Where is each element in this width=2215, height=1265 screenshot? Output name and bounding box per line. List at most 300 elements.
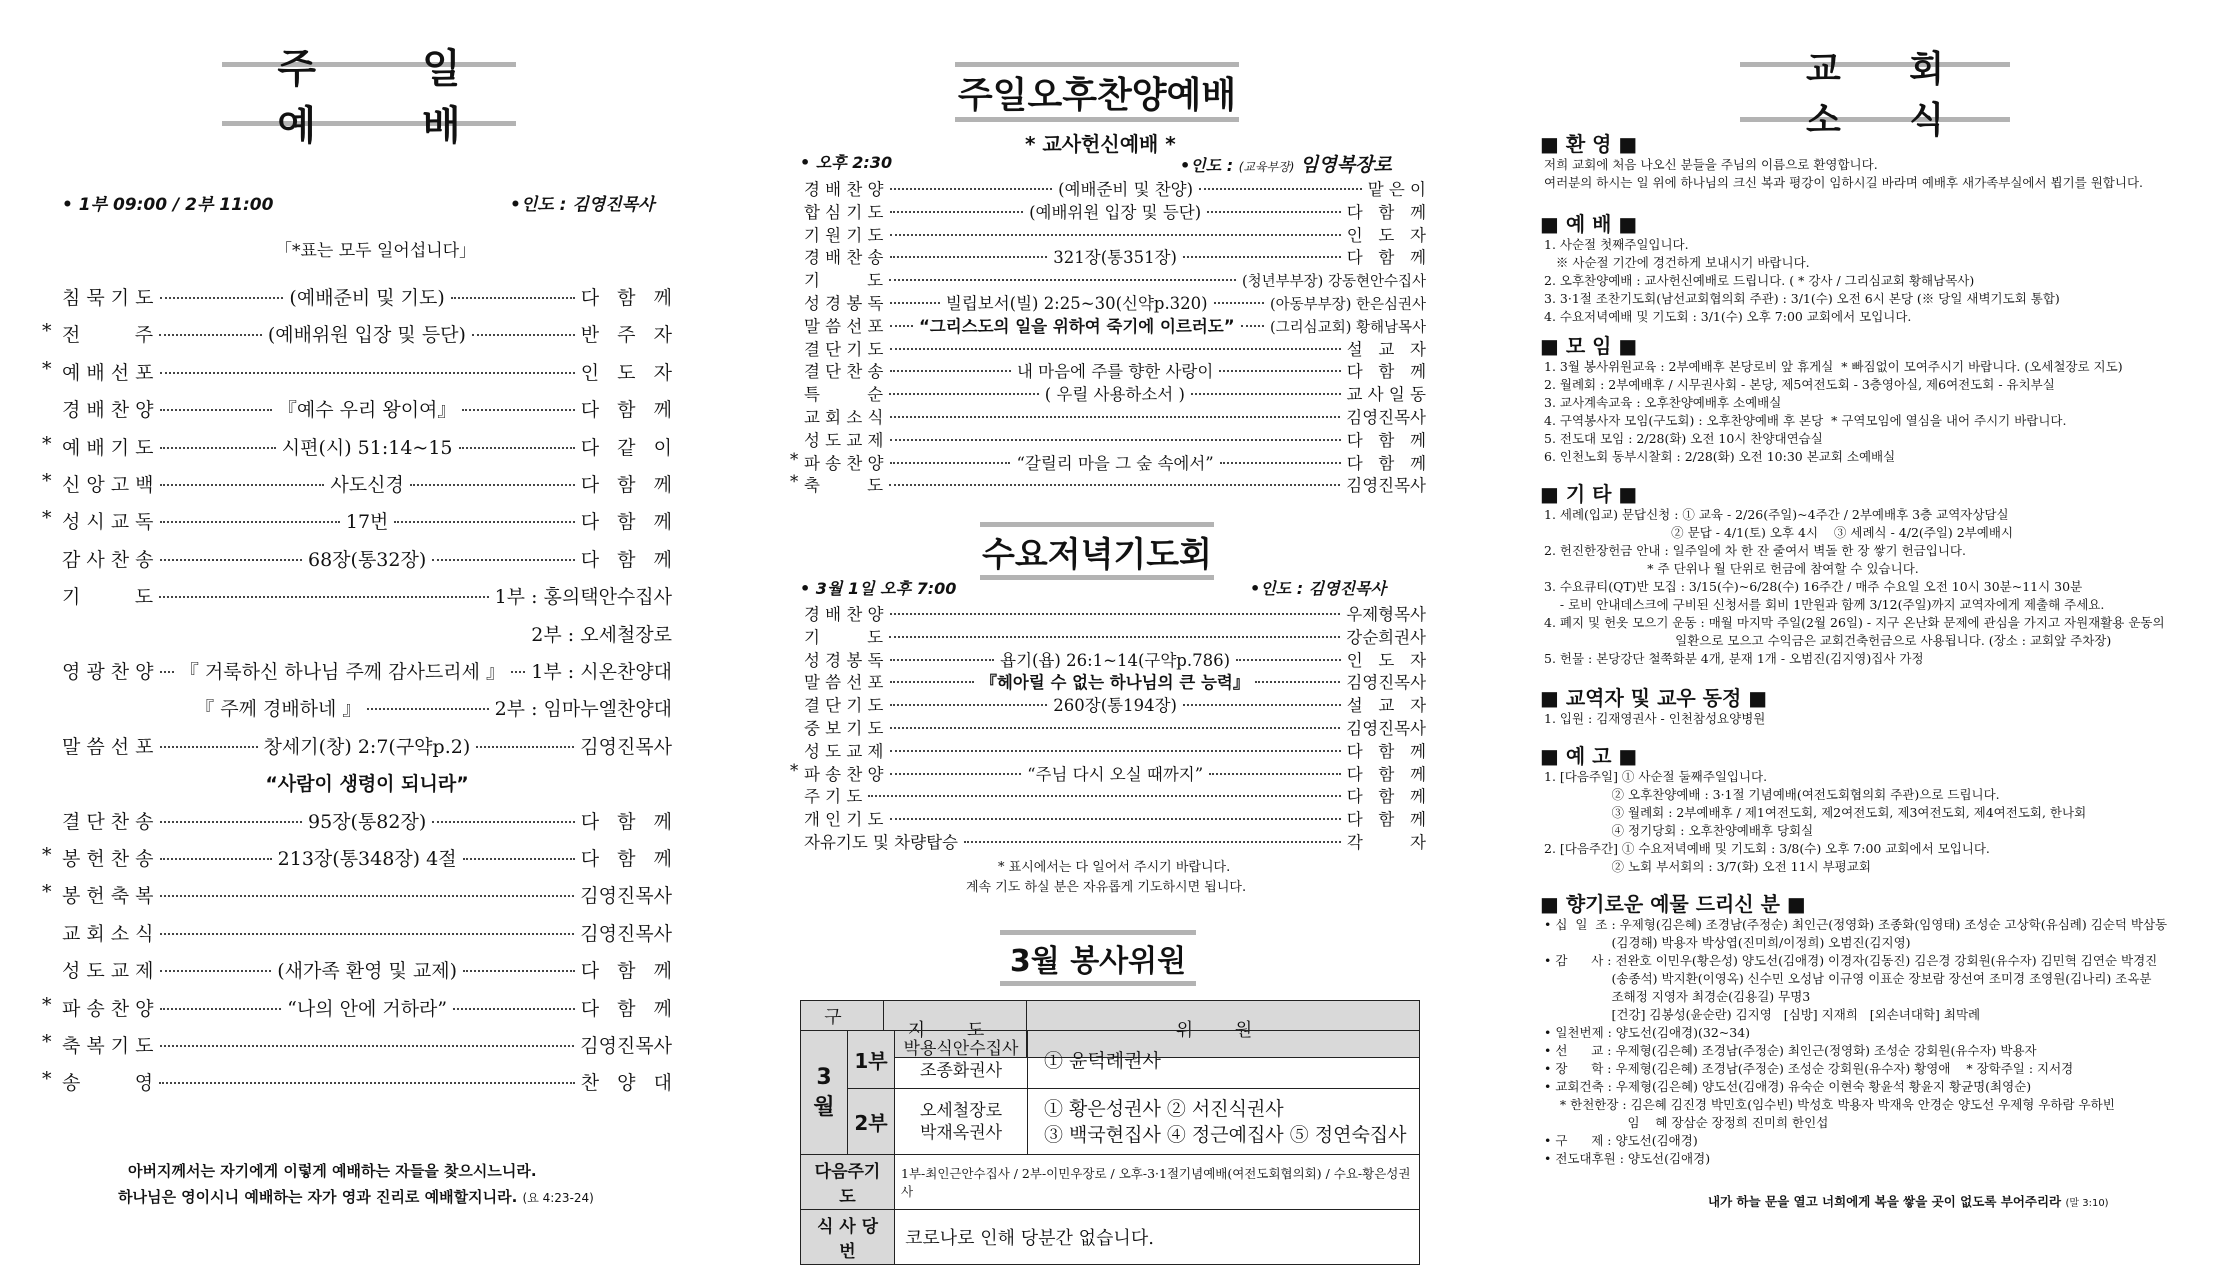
order-person: 김영진목사 (1346, 719, 1426, 738)
order-person: 김영진목사 (1346, 408, 1426, 427)
order-detail: 내 마음에 주를 향한 사랑이 (1016, 362, 1214, 382)
order-person: 다 함 께 (580, 474, 672, 496)
order-person: 설 교 자 (1346, 339, 1426, 359)
order-item (62, 507, 672, 534)
order-detail: ( 우릴 사용하소서 ) (1044, 385, 1185, 405)
order-person: 2부 : 임마누엘찬양대 (494, 698, 672, 721)
order-detail: (예배준비 및 기도) (289, 287, 445, 309)
order-detail: (새가족 환영 및 교제) (277, 960, 458, 983)
order-detail: (예배위원 입장 및 등단) (1029, 202, 1202, 222)
order-label: 예 배 선 포 (62, 361, 154, 384)
order-label: 봉 헌 축 복 (62, 885, 154, 908)
service-leader: •인도 : 김영진목사 (510, 195, 655, 215)
section-heading-s3: ■ 모 임 ■ (1540, 334, 1638, 358)
wednesday-prayer-title: 수요저녁기도회 (980, 522, 1214, 580)
order-item (804, 313, 1426, 337)
leader-dots (964, 841, 1341, 843)
leader-dots (889, 636, 1340, 638)
leader-dots (890, 818, 1341, 820)
leader-dots (1183, 704, 1341, 706)
verse-line-1: 아버지께서는 자기에게 이렇게 예배하는 자들을 찾으시느니라. (128, 1162, 537, 1180)
leader-dots (1220, 462, 1341, 464)
church-news-column (1540, 0, 2215, 1240)
order-detail: 시편(시) 51:14~15 (281, 436, 453, 459)
sunday-worship-column (0, 0, 720, 1240)
section-heading-s1: ■ 환 영 ■ (1540, 132, 1638, 156)
standing-note-2: * 표시에서는 다 일어서 주시기 바랍니다. (998, 860, 1231, 875)
leader-dots (890, 234, 1341, 236)
order-label: 특 순 (804, 385, 884, 405)
order-label: 파 송 찬 양 (62, 997, 154, 1020)
order-person: 다 함 께 (580, 287, 672, 309)
leader-dots (890, 462, 1011, 464)
order-label: 기 도 (804, 627, 884, 647)
news-line: [건강] 김봉성(윤순란) 김지영 [심방] 지재희 [외손녀대학] 최막례 (1544, 1007, 1981, 1022)
part2-leaders (895, 1089, 1028, 1155)
standing-mark: * (42, 432, 52, 455)
leader-dots (160, 671, 174, 673)
afternoon-worship-column (730, 0, 1450, 1262)
order-item (62, 956, 672, 983)
leader-dots (1199, 188, 1362, 190)
part2-members (1028, 1089, 1420, 1155)
order-label: 예 배 기 도 (62, 436, 154, 459)
leader-dots (889, 279, 1236, 281)
order-label: 결 단 기 도 (804, 696, 884, 716)
news-line: 6. 인천노회 동부시찰회 : 2/28(화) 오전 10:30 본교회 소예배실 (1544, 449, 1896, 464)
order-item (62, 769, 672, 796)
order-item (62, 283, 672, 310)
leader-dots (890, 211, 1024, 213)
news-line: 1. 3월 봉사위원교육 : 2부예배후 본당로비 앞 휴게실 * 빠짐없이 모여주시기 바랍니다. (오세철장로 지도) (1544, 359, 2123, 374)
march-volunteers-title: 3월 봉사위원 (1000, 930, 1196, 986)
leader-dots (472, 334, 575, 336)
leader-dots (890, 681, 975, 683)
order-label: 합 심 기 도 (804, 202, 884, 222)
order-item (804, 472, 1426, 496)
news-line: • 전도대후원 : 양도선(김애경) (1544, 1151, 1711, 1166)
news-line: 4. 구역봉사자 모임(구도회) : 오후찬양예배 후 본당 * 구역모임에 열심을 내어 주시기 바랍니다. (1544, 413, 2067, 428)
order-label: 성 도 교 제 (804, 741, 884, 761)
order-label: 자유기도 및 차량탑승 (804, 833, 958, 852)
leader-dots (890, 325, 913, 327)
news-line: 3. 수요큐티(QT)반 모집 : 3/15(수)~6/28(수) 16주간 / 매주 수요일 오전 10시 30분~11시 30분 (1544, 579, 2083, 594)
leader-dots (159, 334, 262, 336)
order-label: 전 주 (62, 324, 154, 347)
order-label: 송 영 (62, 1072, 154, 1095)
leader-dots (463, 858, 575, 860)
closing-verse-text: 내가 하늘 문을 열고 너희에게 복을 쌓을 곳이 없도록 부어주리라 (1708, 1194, 2062, 1209)
leader-dots (160, 484, 325, 486)
order-detail: “사람이 생령이 되니라” (265, 773, 469, 796)
news-line: • 감 사 : 전완호 이민우(황은성) 양도선(김애경) 이경자(김동진) 김은경 강회원(유수자) 김민혁 김연순 박경진 (1544, 953, 2158, 968)
order-person: 다 함 께 (580, 997, 672, 1020)
news-line: • 구 제 : 양도선(김애경) (1544, 1133, 1698, 1148)
order-person: 다 함 께 (1346, 787, 1426, 807)
order-person: 김영진목사 (580, 885, 672, 908)
news-line: 임 혜 장삼순 장정희 진미희 한인섭 (1544, 1115, 1829, 1130)
order-person: 1부 : 시온찬양대 (531, 661, 672, 683)
news-line: ② 문답 - 4/1(토) 오후 4시 ③ 세례식 - 4/2(주일) 2부예배시 (1544, 525, 2014, 540)
leader-dots (890, 256, 1048, 258)
order-label: 감 사 찬 송 (62, 548, 154, 571)
leader-dots (394, 521, 574, 523)
news-line: 일환으로 모으고 수익금은 교회건축헌금으로 사용됩니다. (장소 : 교회앞 주차장) (1544, 633, 2112, 648)
order-item (62, 881, 672, 908)
leader-dots (160, 409, 272, 411)
order-item (804, 601, 1426, 625)
order-label: 교 회 소 식 (804, 408, 884, 427)
order-label: 기 도 (62, 586, 154, 609)
standing-mark: * (42, 881, 52, 904)
order-person: 다 함 께 (1346, 764, 1427, 784)
order-person: 다 함 께 (580, 848, 673, 870)
part2-leader-2: 박재옥권사 (919, 1122, 1003, 1143)
leader-dots (889, 393, 1039, 395)
order-person: 인 도 자 (1346, 650, 1427, 670)
leader-dots (1236, 659, 1341, 661)
order-person: 맡 은 이 (1367, 180, 1426, 199)
leader-dots (432, 821, 574, 823)
part2-members-line1: ① 황은성권사 ② 서진식권사 (1044, 1097, 1284, 1120)
leader-dots (890, 704, 1048, 706)
order-item (804, 199, 1426, 223)
order-item (62, 470, 672, 497)
order-label: 경 배 찬 양 (62, 399, 154, 422)
leader-dots (459, 447, 575, 449)
order-detail: 17번 (345, 511, 389, 534)
order-person: 김영진목사 (1346, 476, 1426, 496)
order-label: 침 묵 기 도 (62, 287, 154, 309)
news-line: 저희 교회에 처음 나오신 분들을 주님의 이름으로 환영합니다. (1544, 157, 1878, 172)
leader-dots (159, 1082, 575, 1084)
order-item (62, 694, 672, 721)
leader-dots (890, 613, 1341, 615)
news-line: 4. 수요저녁예배 및 기도회 : 3/1(수) 오후 7:00 교회에서 모입니다. (1544, 309, 1912, 324)
leader-dots (160, 521, 340, 523)
col-leader: 지 도 (884, 1001, 1027, 1058)
next-prayer-label: 다음주기도 (801, 1155, 895, 1210)
leader-dots (890, 348, 1341, 350)
leader-dots (1214, 302, 1264, 304)
leader-dots (890, 302, 940, 304)
order-person: 김영진목사 (580, 735, 673, 758)
verse-line-2 (118, 1186, 594, 1207)
month-cell: 3월 (801, 1031, 848, 1155)
service-time: • 1부 09:00 / 2부 11:00 (62, 195, 274, 215)
closing-verse (1708, 1192, 2109, 1210)
order-person: 다 함 께 (580, 810, 673, 833)
order-label: 기 원 기 도 (804, 225, 884, 245)
part2-leader-1: 오세철장로 (919, 1100, 1003, 1121)
order-item (62, 1031, 672, 1058)
news-line: (김경해) 박용자 박상엽(진미희/이정희) 오범진(김지영) (1544, 935, 1911, 950)
order-item (62, 395, 672, 422)
news-line: ③ 월례회 : 2부예배후 / 제1여전도회, 제2여전도회, 제3여전도회, 제4여전도회, 한나회 (1544, 805, 2087, 820)
order-item (804, 358, 1426, 382)
order-item (804, 806, 1426, 830)
order-item (62, 545, 672, 572)
section-heading-s5: ■ 교역자 및 교우 동정 ■ (1540, 686, 1768, 710)
order-person: 다 함 께 (580, 960, 673, 983)
leader-prefix: •인도 : (1180, 156, 1234, 175)
order-person: 다 같 이 (580, 436, 673, 459)
order-item (62, 994, 672, 1021)
order-person: 설 교 자 (1346, 696, 1427, 716)
leader-dots (1191, 393, 1341, 395)
leader-dots (367, 708, 488, 710)
order-label: 축 도 (804, 476, 884, 496)
order-item (804, 715, 1426, 739)
leader-dots (1241, 325, 1264, 327)
order-item (804, 222, 1426, 246)
afternoon-worship-title: 주일오후찬양예배 (955, 62, 1239, 122)
order-detail: “나의 안에 거하라” (287, 997, 448, 1020)
order-label: 파 송 찬 양 (804, 764, 884, 784)
afternoon-time: • 오후 2:30 (800, 153, 893, 172)
order-item (804, 176, 1426, 200)
standing-mark: * (790, 449, 799, 469)
leader-dots (160, 821, 302, 823)
leader-dots (160, 933, 575, 935)
order-label: 성 도 교 제 (62, 960, 154, 983)
order-label: 성 경 봉 독 (804, 294, 884, 313)
leader-dots (890, 188, 1053, 190)
news-line: 1. [다음주일] ① 사순절 둘째주일입니다. (1544, 769, 1768, 784)
news-line: - 로비 안내데스크에 구비된 신청서를 회비 1만원과 함께 3/12(주일)까지 교역자에게 제출해 주세요. (1544, 597, 2105, 612)
order-person: 찬 양 대 (580, 1072, 672, 1095)
order-person: (청년부부장) 강동현안수집사 (1241, 274, 1426, 291)
standing-mark: * (42, 470, 52, 492)
church-news-title: 교 회 소 식 (1740, 62, 2010, 122)
order-item (804, 427, 1426, 451)
order-item (804, 450, 1426, 474)
order-person: (그리심교회) 황해남목사 (1270, 319, 1427, 336)
leader-dots (160, 746, 258, 748)
teacher-dedication-subtitle: * 교사헌신예배 * (1025, 132, 1176, 156)
leader-dots (890, 370, 1011, 372)
order-item (62, 919, 672, 946)
order-item (62, 433, 672, 460)
standing-mark: * (42, 507, 52, 530)
volunteers-table-body (800, 1030, 1420, 1265)
part2-members-line2: ③ 백국현집사 ④ 정근예집사 ⑤ 정연숙집사 (1044, 1123, 1407, 1146)
order-person: 김영진목사 (1346, 673, 1427, 693)
news-line: 1. 사순절 첫째주일입니다. (1544, 237, 1689, 252)
leader-dots (160, 559, 302, 561)
order-label: 경 배 찬 양 (804, 605, 884, 624)
order-person: (아동부부장) 한은심권사 (1270, 297, 1426, 313)
leader-dots (159, 596, 489, 598)
prayer-note: 계속 기도 하실 분은 자유롭게 기도하시면 됩니다. (966, 880, 1247, 895)
sunday-worship-title: 주 일 예 배 (222, 62, 516, 126)
order-detail: 욥기(욥) 26:1~14(구약p.786) (1000, 650, 1231, 670)
order-label: 성 경 봉 독 (804, 650, 884, 670)
leader-dots (1219, 370, 1340, 372)
order-label: 성 시 교 독 (62, 511, 154, 534)
leader-role: (교육부장) (1238, 160, 1295, 174)
leader-dots (890, 659, 995, 661)
leader-dots (890, 439, 1341, 441)
closing-verse-ref: (말 3:10) (2065, 1198, 2109, 1209)
order-person: 다 함 께 (1346, 248, 1427, 268)
order-item (804, 624, 1426, 648)
order-item (804, 647, 1426, 671)
leader-dots (160, 970, 272, 972)
order-person: 다 함 께 (1346, 810, 1426, 830)
leader-dots (1209, 773, 1341, 775)
leader-dots (890, 416, 1341, 418)
part1-leader-1: 박용식안수집사 (903, 1038, 1019, 1059)
order-detail: 95장(통82장) (308, 810, 427, 833)
leader-dots (1255, 681, 1340, 683)
news-line: 2. [다음주간] ① 수요저녁예배 및 기도회 : 3/8(수) 오후 7:00 교회에서 모입니다. (1544, 841, 1990, 856)
order-person: 김영진목사 (580, 922, 672, 945)
wednesday-leader: •인도 : 김영진목사 (1250, 579, 1386, 598)
order-item (62, 657, 672, 684)
leader-name: 임영복장로 (1300, 154, 1392, 176)
part1-leader-2: 조종화권사 (919, 1060, 1003, 1081)
leader-dots (160, 372, 575, 374)
order-person: 1부 : 홍의택안수집사 (494, 586, 672, 609)
order-detail: 321장(통351장) (1053, 248, 1177, 268)
order-item (804, 783, 1426, 807)
news-line: 3. 교사계속교육 : 오후찬양예배후 소예배실 (1544, 395, 1782, 410)
news-line: * 주 단위나 월 단위로 헌금에 참여할 수 있습니다. (1544, 561, 1919, 576)
news-line: 1. 세례(입교) 문답신청 : ① 교육 - 2/26(주일)~4주간 / 2부예배후 3층 교역자상담실 (1544, 507, 2009, 522)
next-prayer-value: 1부-최인근안수집사 / 2부-이민우장로 / 오후-3·1절기념예배(여전도회협의회) / 수요-황은성권사 (895, 1155, 1420, 1210)
news-line: ② 오후찬양예배 : 3·1절 기념예배(여전도회협의회 주관)으로 드립니다. (1544, 787, 2000, 802)
order-detail: 사도신경 (330, 474, 404, 496)
order-item (804, 829, 1426, 853)
news-line: • 선 교 : 우제형(김은혜) 조경남(주정순) 최인근(정영화) 조성순 강회원(유수자) 박용자 (1544, 1043, 2037, 1058)
order-person: 인 도 자 (580, 361, 672, 384)
leader-dots (160, 447, 276, 449)
order-item (804, 336, 1426, 360)
leader-dots (462, 409, 574, 411)
order-detail: “갈릴리 마을 그 숲 속에서” (1016, 453, 1214, 473)
order-label: 주 기 도 (804, 787, 863, 807)
order-detail: 『헤아릴 수 없는 하나님의 큰 능력』 (980, 673, 1250, 693)
order-label: 경 배 찬 양 (804, 180, 884, 199)
order-label: 봉 헌 찬 송 (62, 848, 154, 870)
part1-members: ① 윤덕례권사 (1028, 1031, 1420, 1089)
order-person: 우제형목사 (1346, 605, 1426, 624)
news-line: • 일천번제 : 양도선(김애경)(32~34) (1544, 1025, 1751, 1040)
order-item (62, 807, 672, 834)
order-item (62, 844, 672, 871)
order-person: 교 사 일 동 (1346, 385, 1426, 405)
order-person: 인 도 자 (1346, 225, 1426, 245)
order-detail: (예배위원 입장 및 등단) (267, 324, 466, 347)
standing-mark: * (42, 320, 52, 343)
standing-mark: * (42, 1031, 52, 1053)
section-heading-s6: ■ 예 고 ■ (1540, 744, 1638, 768)
standing-mark: * (42, 844, 52, 866)
order-detail: 260장(통194장) (1053, 696, 1177, 716)
order-item (804, 381, 1426, 405)
order-person: 김영진목사 (580, 1035, 672, 1057)
order-person: 다 함 께 (1346, 430, 1426, 450)
order-item (62, 358, 672, 385)
order-label: 중 보 기 도 (804, 719, 884, 738)
leader-dots (160, 1008, 282, 1010)
leader-dots (476, 746, 574, 748)
order-item (62, 582, 672, 609)
order-label: 축 복 기 도 (62, 1035, 154, 1057)
news-line: 2. 월례회 : 2부예배후 / 시무권사회 - 본당, 제5여전도회 - 3층영아실, 제6여전도회 - 유치부실 (1544, 377, 2055, 392)
order-label: 개 인 기 도 (804, 810, 884, 830)
order-item (62, 620, 672, 647)
news-line: 5. 헌물 : 본당강단 철쭉화분 4개, 분재 1개 - 오범진(김지영)집사 가정 (1544, 651, 1924, 666)
afternoon-leader (1180, 150, 1392, 177)
order-label: 결 단 찬 송 (804, 362, 884, 382)
order-detail: 『예수 우리 왕이여』 (277, 399, 457, 422)
order-item (62, 732, 672, 759)
leader-dots (160, 895, 575, 897)
order-person: 다 함 께 (1346, 202, 1427, 222)
order-item (804, 738, 1426, 762)
news-line: * 한천한장 : 김은혜 김진경 박민호(임수빈) 박성호 박용자 박재욱 안경순 양도선 우제형 우하람 우하빈 (1544, 1097, 2115, 1112)
order-person: 다 함 께 (1346, 362, 1427, 382)
news-line: 3. 3·1절 조찬기도회(남선교회협의회 주관) : 3/1(수) 오전 6시 본당 (※ 당일 새벽기도회 통합) (1544, 291, 2060, 306)
order-detail: (예배준비 및 찬양) (1058, 180, 1194, 199)
news-line: ※ 사순절 기간에 경건하게 보내시기 바랍니다. (1544, 255, 1810, 270)
news-line: 5. 전도대 모임 : 2/28(화) 오전 10시 찬양대연습실 (1544, 431, 1823, 446)
order-detail: 빌립보서(빌) 2:25~30(신약p.320) (945, 294, 1208, 313)
verse-text: 하나님은 영이시니 예배하는 자가 영과 진리로 예배할지니라. (118, 1188, 518, 1206)
order-label: 성 도 교 제 (804, 430, 884, 450)
news-line: 여러분의 하시는 일 위에 하나님의 크신 복과 평강이 임하시길 바라며 예배후 새가족부실에서 뵙기를 원합니다. (1544, 175, 2144, 190)
order-item (804, 692, 1426, 716)
section-heading-s7: ■ 향기로운 예물 드리신 분 ■ (1540, 892, 1806, 916)
order-detail: 『 거룩하신 하나님 주께 감사드리세 』 (179, 661, 505, 683)
news-line: • 장 학 : 우제형(김은혜) 조경남(주정순) 조성순 강회원(유수자) 황영애 * 장학주일 : 지서경 (1544, 1061, 2074, 1076)
news-line: ② 노회 부서회의 : 3/7(화) 오전 11시 부평교회 (1544, 859, 1871, 874)
order-item (804, 290, 1426, 314)
order-label: 파 송 찬 양 (804, 453, 884, 473)
col-members: 위 원 (1027, 1001, 1420, 1058)
leader-dots (890, 773, 1022, 775)
wednesday-time: • 3월 1일 오후 7:00 (800, 579, 957, 598)
news-line: 4. 폐지 및 헌옷 모으기 운동 : 매월 마지막 주일(2월 26일) - 지구 온난화 문제에 관심을 가지고 자원재활용 운동의 (1544, 615, 2165, 630)
order-label: 신 앙 고 백 (62, 474, 154, 496)
news-line: 2. 오후찬양예배 : 교사헌신예배로 드립니다. ( * 강사 / 그리심교회 황해남목사) (1544, 273, 1975, 288)
meal-duty-value: 코로나로 인해 당분간 없습니다. (895, 1210, 1420, 1265)
order-item (804, 669, 1426, 693)
standing-mark: * (42, 993, 52, 1016)
order-person: 2부 : 오세철장로 (531, 623, 672, 646)
part1-leaders (895, 1031, 1028, 1089)
order-item (62, 1068, 672, 1095)
order-person: 강순희권사 (1346, 627, 1426, 647)
leader-dots (453, 1008, 575, 1010)
leader-dots (1207, 211, 1341, 213)
order-detail: “주님 다시 오실 때까지” (1027, 764, 1204, 784)
standing-mark: * (790, 760, 799, 780)
order-label: 경 배 찬 송 (804, 248, 884, 268)
leader-dots (1183, 256, 1341, 258)
order-label: 결 단 찬 송 (62, 810, 154, 833)
leader-dots (160, 297, 284, 299)
order-detail: 창세기(창) 2:7(구약p.2) (263, 735, 471, 758)
leader-dots (160, 1045, 575, 1047)
order-label: 영 광 찬 양 (62, 661, 154, 683)
news-line: 조해정 지영자 최경순(김용길) 무명3 (1544, 989, 1811, 1004)
order-item (804, 404, 1426, 428)
order-label: 기 도 (804, 271, 884, 291)
section-heading-s4: ■ 기 타 ■ (1540, 482, 1638, 506)
